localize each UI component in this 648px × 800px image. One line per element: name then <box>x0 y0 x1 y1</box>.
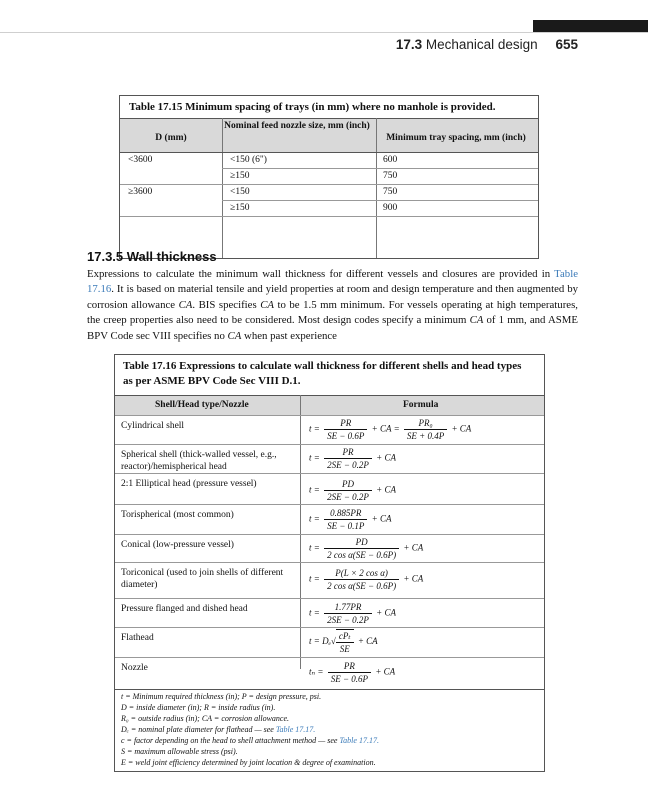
table-17-15 <box>119 95 539 259</box>
formula-ca: + CA <box>403 573 424 584</box>
numerator: 0.885PR <box>324 507 367 520</box>
body-paragraph <box>87 267 578 344</box>
numerator: PR <box>324 446 372 459</box>
row-label: Torispherical (most common) <box>121 510 234 520</box>
paragraph-text: of 1 mm, and ASME BPV Code sec VIII specifies no <box>87 314 578 342</box>
formula-lhs: t = <box>309 513 320 524</box>
fraction <box>324 446 372 471</box>
formula-lhs: t = <box>309 607 320 618</box>
row-label: Toriconical (used to join shells of different diameter) <box>121 568 284 590</box>
row-divider <box>120 152 538 153</box>
table-row <box>115 504 544 536</box>
header-title: Mechanical design <box>425 37 538 52</box>
denominator: SE − 0.1P <box>327 521 365 531</box>
formula-lhs: t = <box>309 542 320 553</box>
row-divider <box>222 200 538 201</box>
formula-ca: + CA <box>376 484 396 495</box>
fraction <box>328 660 371 685</box>
ca-term: CA <box>178 298 193 311</box>
denominator: 2SE − 0.2P <box>327 615 369 625</box>
formula-ca: + CA <box>451 423 472 434</box>
column-header-d: D (mm) <box>155 133 187 143</box>
table-row <box>115 415 544 444</box>
table-caption: Table 17.16 Expressions to calculate wall thickness for different shells and head types as per ASME BPV Code Sec VIII D.1. <box>123 360 522 387</box>
formula-ca: + CA <box>376 607 396 618</box>
table-cell: 900 <box>383 203 398 213</box>
top-decorative-bar <box>533 20 648 32</box>
denominator: 2 cos α(SE − 0.6P) <box>327 550 397 560</box>
ca-term: CA <box>260 298 274 311</box>
formula-lhs: t = <box>309 423 320 434</box>
fraction <box>324 601 372 626</box>
formula <box>309 660 395 685</box>
table-reference-link[interactable]: Table 17.16 <box>87 268 578 296</box>
table-row <box>115 444 544 473</box>
column-header-type: Shell/Head type/Nozzle <box>155 400 249 410</box>
fraction <box>404 417 447 442</box>
row-label: Pressure flanged and dished head <box>121 604 248 614</box>
row-label: Flathead <box>121 633 154 643</box>
formula-ca: + CA <box>376 452 396 463</box>
row-divider <box>222 168 538 169</box>
table-cell: 750 <box>383 187 398 197</box>
table-cell: <150 <box>230 187 250 197</box>
numerator: PR <box>328 660 371 673</box>
denominator: SE + 0.4P <box>406 431 445 441</box>
section-heading: 17.3.5 Wall thickness <box>87 249 217 264</box>
table-row <box>115 657 544 690</box>
column-divider <box>376 118 377 258</box>
table-row <box>115 598 544 629</box>
formula <box>309 446 396 471</box>
table-reference-link[interactable]: Table 17.17. <box>275 725 316 734</box>
denominator: 2 cos α(SE − 0.6P) <box>327 581 397 591</box>
table-row <box>115 627 544 658</box>
column-header-formula: Formula <box>403 400 439 410</box>
table-cell: ≥150 <box>230 171 250 181</box>
formula-ca: + CA <box>375 666 396 677</box>
formula-ca: + CA = <box>371 423 400 434</box>
denominator: SE − 0.6P <box>330 674 369 684</box>
numerator: cPₜ <box>336 630 354 643</box>
column-header-spacing: Minimum tray spacing, mm (inch) <box>386 133 526 143</box>
table-header-row <box>115 395 544 416</box>
header-rule <box>0 32 648 33</box>
formula-lhs: t = <box>309 452 320 463</box>
notes-divider <box>115 689 544 690</box>
row-divider <box>120 184 538 185</box>
fraction <box>324 478 372 503</box>
table-reference-link[interactable]: Table 17.17. <box>339 736 379 745</box>
table-cell: ≥3600 <box>128 187 153 197</box>
numerator: 1.77PR <box>324 601 372 614</box>
running-header <box>0 37 578 52</box>
note-line <box>121 724 536 735</box>
numerator: P(L × 2 cos α) <box>324 567 399 580</box>
formula <box>309 417 471 442</box>
numerator: PR <box>324 417 367 430</box>
table-17-16 <box>114 354 545 772</box>
note-line <box>121 735 536 746</box>
numerator: PR₀ <box>404 417 447 430</box>
formula-lhs: t = <box>309 484 320 495</box>
denominator: 2SE − 0.2P <box>327 460 369 470</box>
denominator: 2SE − 0.2P <box>327 492 369 502</box>
row-label: Conical (low-pressure vessel) <box>121 540 234 550</box>
formula-ca: + CA <box>371 513 392 524</box>
formula-lhs: tₙ = <box>309 666 324 677</box>
paragraph-text: Expressions to calculate the minimum wall thickness for different vessels and closures are provided in <box>87 268 555 280</box>
row-divider <box>120 216 538 217</box>
table-cell: 750 <box>383 171 398 181</box>
column-divider <box>222 118 223 258</box>
header-section-number: 17.3 <box>395 37 423 52</box>
fraction <box>324 507 367 532</box>
note-text: Dₑ = nominal plate diameter for flathead — see <box>121 725 276 734</box>
note-line: E = weld joint efficiency determined by joint location & degree of examination. <box>121 758 376 767</box>
row-label: Nozzle <box>121 663 148 673</box>
fraction <box>324 567 399 592</box>
formula-ca: + CA <box>357 636 378 647</box>
denominator: SE − 0.6P <box>327 431 365 441</box>
denominator: SE <box>339 644 350 654</box>
formula <box>309 507 391 532</box>
table-cell: 600 <box>383 155 398 165</box>
formula <box>309 536 423 561</box>
numerator: PD <box>324 478 372 491</box>
note-text: c = factor depending on the head to shell attachment method — see <box>121 736 340 745</box>
page-number: 655 <box>555 37 578 52</box>
ca-term: CA <box>227 329 242 342</box>
fraction <box>324 417 367 442</box>
table-cell: <150 (6") <box>230 155 267 165</box>
formula <box>309 629 378 655</box>
formula-lhs: t = Dₑ√ <box>309 636 336 647</box>
note-line: t = Minimum required thickness (in); P = design pressure, psi. <box>121 692 322 701</box>
row-label: Cylindrical shell <box>121 421 185 431</box>
formula <box>309 601 396 626</box>
row-label: 2:1 Elliptical head (pressure vessel) <box>121 479 257 489</box>
table-caption: Table 17.15 Minimum spacing of trays (in mm) where no manhole is provided. <box>129 101 496 113</box>
numerator: PD <box>324 536 399 549</box>
column-header-nozzle: Nominal feed nozzle size, mm (inch) <box>224 121 370 131</box>
note-line: D = inside diameter (in); R = inside radius (in). <box>121 703 276 712</box>
paragraph-text: . BIS specifies <box>192 298 261 311</box>
table-notes <box>121 691 536 768</box>
note-line: S = maximum allowable stress (psi). <box>121 747 238 756</box>
table-row <box>115 562 544 599</box>
fraction <box>336 629 354 655</box>
formula <box>309 478 396 503</box>
table-cell: ≥150 <box>230 203 250 213</box>
formula-lhs: t = <box>309 573 320 584</box>
formula <box>309 567 423 592</box>
paragraph-text: when past experience <box>241 329 337 342</box>
row-label: Spherical shell (thick-walled vessel, e.g., reactor)/hemispherical head <box>121 450 277 472</box>
paragraph-text: to be 1.5 mm minimum. For vessels operating at high temperatures, the creep properties also need to be considered. Most design codes specify a minimum <box>87 298 578 327</box>
note-line: R₀ = outside radius (in); CA = corrosion allowance. <box>121 714 290 723</box>
ca-term: CA <box>469 314 484 327</box>
paragraph-text: . It is based on material tensile and yield properties at room and design temperature and then augmented by corrosion allowance <box>87 283 578 311</box>
fraction <box>324 536 399 561</box>
table-row <box>115 473 544 506</box>
table-cell: <3600 <box>128 155 153 165</box>
formula-ca: + CA <box>403 542 424 553</box>
